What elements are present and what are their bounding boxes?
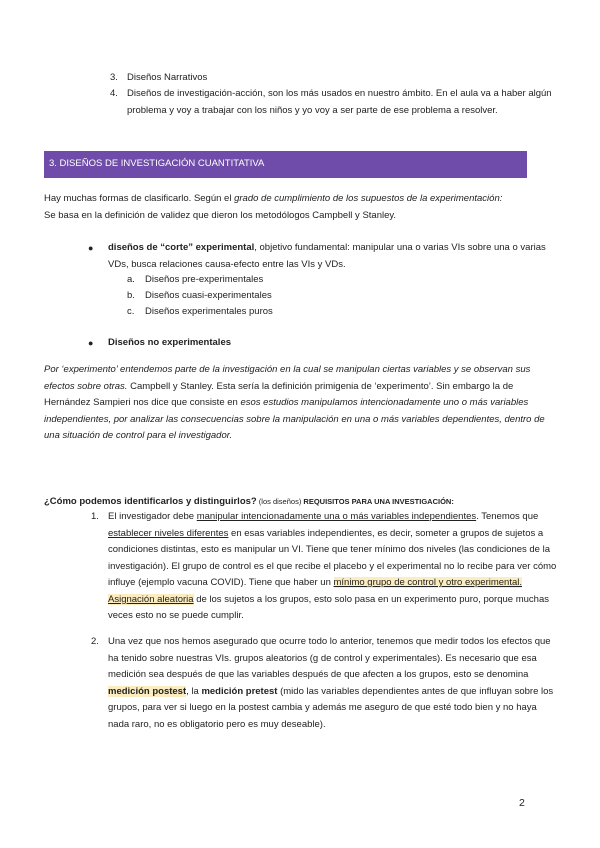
- bullet-no-experimental: [108, 335, 231, 352]
- section-header: [44, 151, 527, 178]
- sub-item-c: [127, 304, 273, 321]
- req-highlight-bold: medición postest: [108, 685, 187, 697]
- section-header-title: 3. DISEÑOS DE INVESTIGACIÓN CUANTITATIVA: [49, 158, 265, 169]
- intro-paragraph: [44, 191, 559, 224]
- sub-text: Diseños experimentales puros: [145, 306, 273, 317]
- sub-letter: b.: [127, 290, 135, 301]
- question-bold: ¿Cómo podemos identificarlos y distinguirlos?: [44, 496, 257, 507]
- req-text: en esas variables independientes, es decir, someter a grupos de sujetos a condiciones distintas, esto es manipular un VI. Tiene que tener mínimo dos niveles (las condiciones de la investigación). El grupo de control es el que recibe el placebo y el experimental no lo recibe para ver cómo influye (ejemplo vacuna COVID). Tiene que haber un: [108, 527, 557, 588]
- definition-italic-2: esos estudios manipulamos intencionadamente uno o más variables independientes, por analizar las consecuencias sobre la manipulación en una o más variables dependientes, dentro de una situación de control para el investigador.: [44, 397, 545, 441]
- req-text: Una vez que nos hemos asegurado que ocurre todo lo anterior, tenemos que medir todos los efectos que ha tenido sobre nuestras VIs. grupos aleatorios (g de control y experimentales). Es necesario que esa medición sea después de que las variables después de que afecten a los grupos, esto se denomina: [108, 636, 551, 680]
- sub-text: Diseños cuasi-experimentales: [145, 290, 272, 301]
- intro-italic: grado de cumplimiento de los supuestos de la experimentación:: [234, 193, 503, 204]
- list-text: Diseños de investigación-acción, son los más usados en nuestro ámbito. En el aula va a haber algún problema y voy a trabajar con los niños y yo voy a ser parte de ese problema a resolver.: [127, 88, 552, 116]
- req-highlight: mínimo grupo de control y otro experimental.: [333, 577, 523, 588]
- req-underline: manipular intencionadamente una o más variables independientes: [196, 511, 477, 522]
- question-small-bold: REQUISITOS PARA UNA INVESTIGACIÓN:: [303, 497, 454, 506]
- req-underline: establecer niveles diferentes: [108, 527, 229, 539]
- req-text: El investigador debe: [108, 511, 197, 522]
- definition-paragraph: [44, 362, 559, 445]
- list-number: 3.: [110, 72, 118, 83]
- sub-letter: c.: [127, 306, 135, 317]
- intro-line2: Se basa en la definición de validez que dieron los metodólogos Campbell y Stanley.: [44, 209, 397, 221]
- bullet-bold: Diseños no experimentales: [108, 337, 232, 348]
- sub-letter: a.: [127, 274, 135, 285]
- req-text: (mido las variables dependientes antes de que influyan sobre los grupos, para ver si luego en la postest cambia y además me aseguro de que esté todo bien y no haya nada raro, no es obligatorio pero es muy deseable).: [108, 685, 554, 730]
- definition-text: Campbell y Stanley. Esta sería la definición primigenia de ‘experimento’. Sin embargo la de Hernández Sampieri nos dice que consiste en: [44, 380, 514, 408]
- definition-italic-1: Por ‘experimento’ entendemos parte de la investigación en la cual se manipulan ciertas variables y se observan sus efectos sobre otras.: [44, 364, 531, 392]
- requirement-number: 1.: [91, 511, 99, 522]
- requirement-number: 2.: [91, 636, 99, 647]
- bullet-text: , objetivo fundamental: manipular una o varias VIs sobre una o varias VDs, busca relaciones causa-efecto entre las VIs y VDs.: [108, 242, 546, 270]
- bullet-dot: ●: [88, 243, 94, 253]
- list-item-4: [110, 86, 567, 119]
- bullet-bold: diseños de “corte” experimental: [108, 242, 255, 253]
- req-text: . Tenemos que: [476, 511, 539, 522]
- list-item-3: [110, 70, 567, 87]
- question-small: (los diseños): [256, 497, 304, 506]
- req-text: , la: [186, 685, 202, 697]
- sub-item-a: [127, 272, 264, 289]
- req-text: de los sujetos a los grupos, esto solo pasa en un experimento puro, porque muchas veces esto no se puede cumplir.: [108, 593, 549, 621]
- sub-text: Diseños pre-experimentales: [145, 274, 264, 285]
- page-number: 2: [519, 797, 525, 809]
- requirement-2: [91, 634, 560, 733]
- sub-item-b: [127, 288, 272, 305]
- bullet-dot: ●: [88, 338, 94, 348]
- req-highlight: Asignación aleatoria: [108, 593, 194, 605]
- requirement-1: [91, 509, 560, 625]
- list-text: Diseños Narrativos: [127, 72, 208, 83]
- req-bold: medición pretest: [201, 685, 278, 697]
- intro-text: Hay muchas formas de clasificarlo. Según el: [44, 193, 235, 204]
- list-number: 4.: [110, 88, 118, 99]
- bullet-experimental: [108, 240, 548, 273]
